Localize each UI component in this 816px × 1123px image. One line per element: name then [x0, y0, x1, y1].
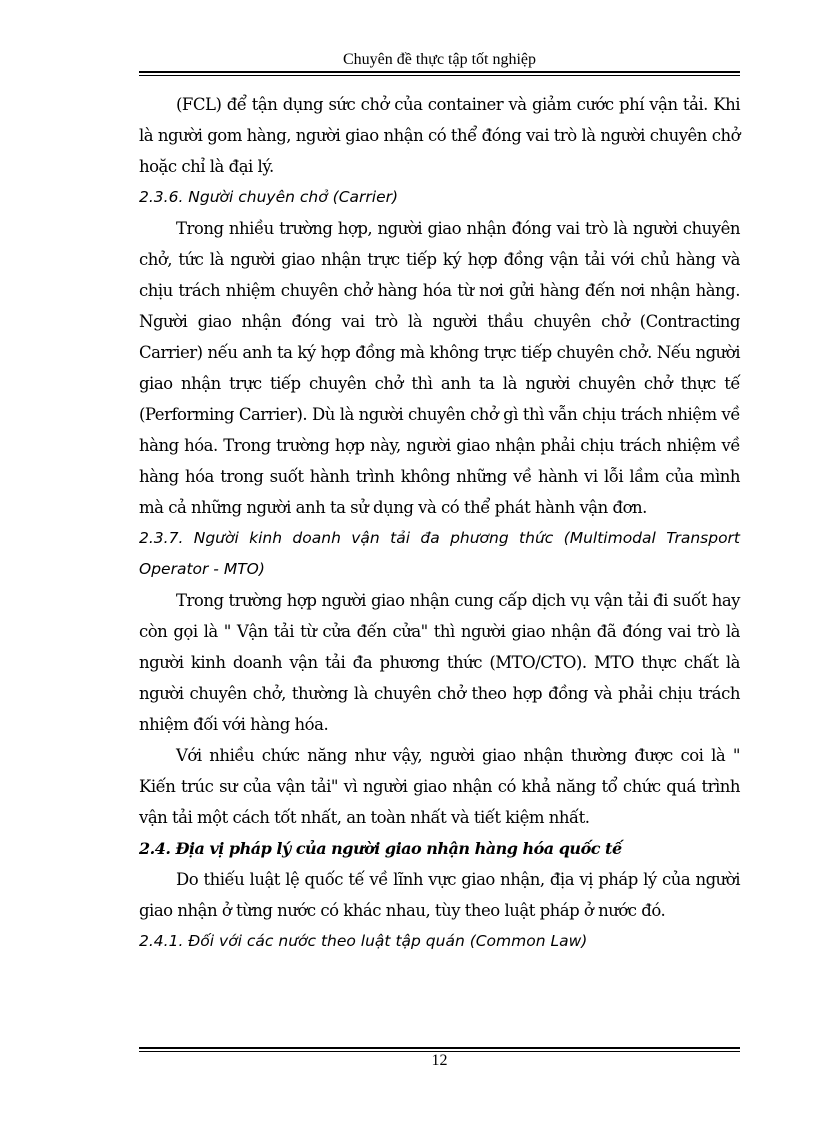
section-heading-2-3-6: 2.3.6. Người chuyên chở (Carrier)	[139, 188, 399, 206]
paragraph-carrier: Trong nhiều trường hợp, người giao nhận đóng vai trò là người chuyên chở, tức là người giao nhận trực tiếp ký hợp đồng vận tải với chủ hàng và chịu trách nhiệm chuyên chở hàng hóa từ nơi gửi hàng đến nơi nhận hàng. Người giao nhận đóng vai trò là người thầu chuyên chở (Contracting Carrier) nếu anh ta ký hợp đồng mà không trực tiếp chuyên chở. Nếu người giao nhận trực tiếp chuyên chở thì anh ta là người chuyên chở thực tế (Performing Carrier). Dù là người chuyên chở gì thì vẫn chịu trách nhiệm về hàng hóa. Trong trường hợp này, người giao nhận phải chịu trách nhiệm về hàng hóa trong suốt hành trình không những về hành vi lỗi lầm của mình mà cả những người anh ta sử dụng và có thể phát hành vận đơn.	[139, 219, 740, 517]
section-heading-2-4-1: 2.4.1. Đối với các nước theo luật tập quán (Common Law)	[139, 932, 588, 950]
page-number: 12	[431, 1052, 448, 1069]
paragraph-fcl: (FCL) để tận dụng sức chở của container và giảm cước phí vận tải. Khi là người gom hàng, người giao nhận có thể đóng vai trò là người chuyên chở hoặc chỉ là đại lý.	[139, 95, 740, 176]
page-header-title: Chuyên đề thực tập tốt nghiệp	[342, 51, 537, 68]
paragraph-architect: Với nhiều chức năng như vậy, người giao nhận thường được coi là " Kiến trúc sư của vận tải" vì người giao nhận có khả năng tổ chức quá trình vận tải một cách tốt nhất, an toàn nhất và tiết kiệm nhất.	[139, 746, 740, 827]
paragraph-mto: Trong trường hợp người giao nhận cung cấp dịch vụ vận tải đi suốt hay còn gọi là " Vận tải từ cửa đến cửa" thì người giao nhận đã đóng vai trò là người kinh doanh vận tải đa phương thức (MTO/CTO). MTO thực chất là người chuyên chở, thường là chuyên chở theo hợp đồng và phải chịu trách nhiệm đối với hàng hóa.	[139, 591, 740, 734]
section-heading-2-3-7: 2.3.7. Người kinh doanh vận tải đa phương thức (Multimodal Transport Operator - MTO)	[139, 529, 740, 578]
section-heading-2-4: 2.4. Địa vị pháp lý của người giao nhận hàng hóa quốc tế	[139, 839, 622, 858]
header-divider	[139, 71, 740, 76]
paragraph-legal-status: Do thiếu luật lệ quốc tế về lĩnh vực giao nhận, địa vị pháp lý của người giao nhận ở từng nước có khác nhau, tùy theo luật pháp ở nước đó.	[139, 870, 740, 920]
document-body	[139, 89, 740, 957]
